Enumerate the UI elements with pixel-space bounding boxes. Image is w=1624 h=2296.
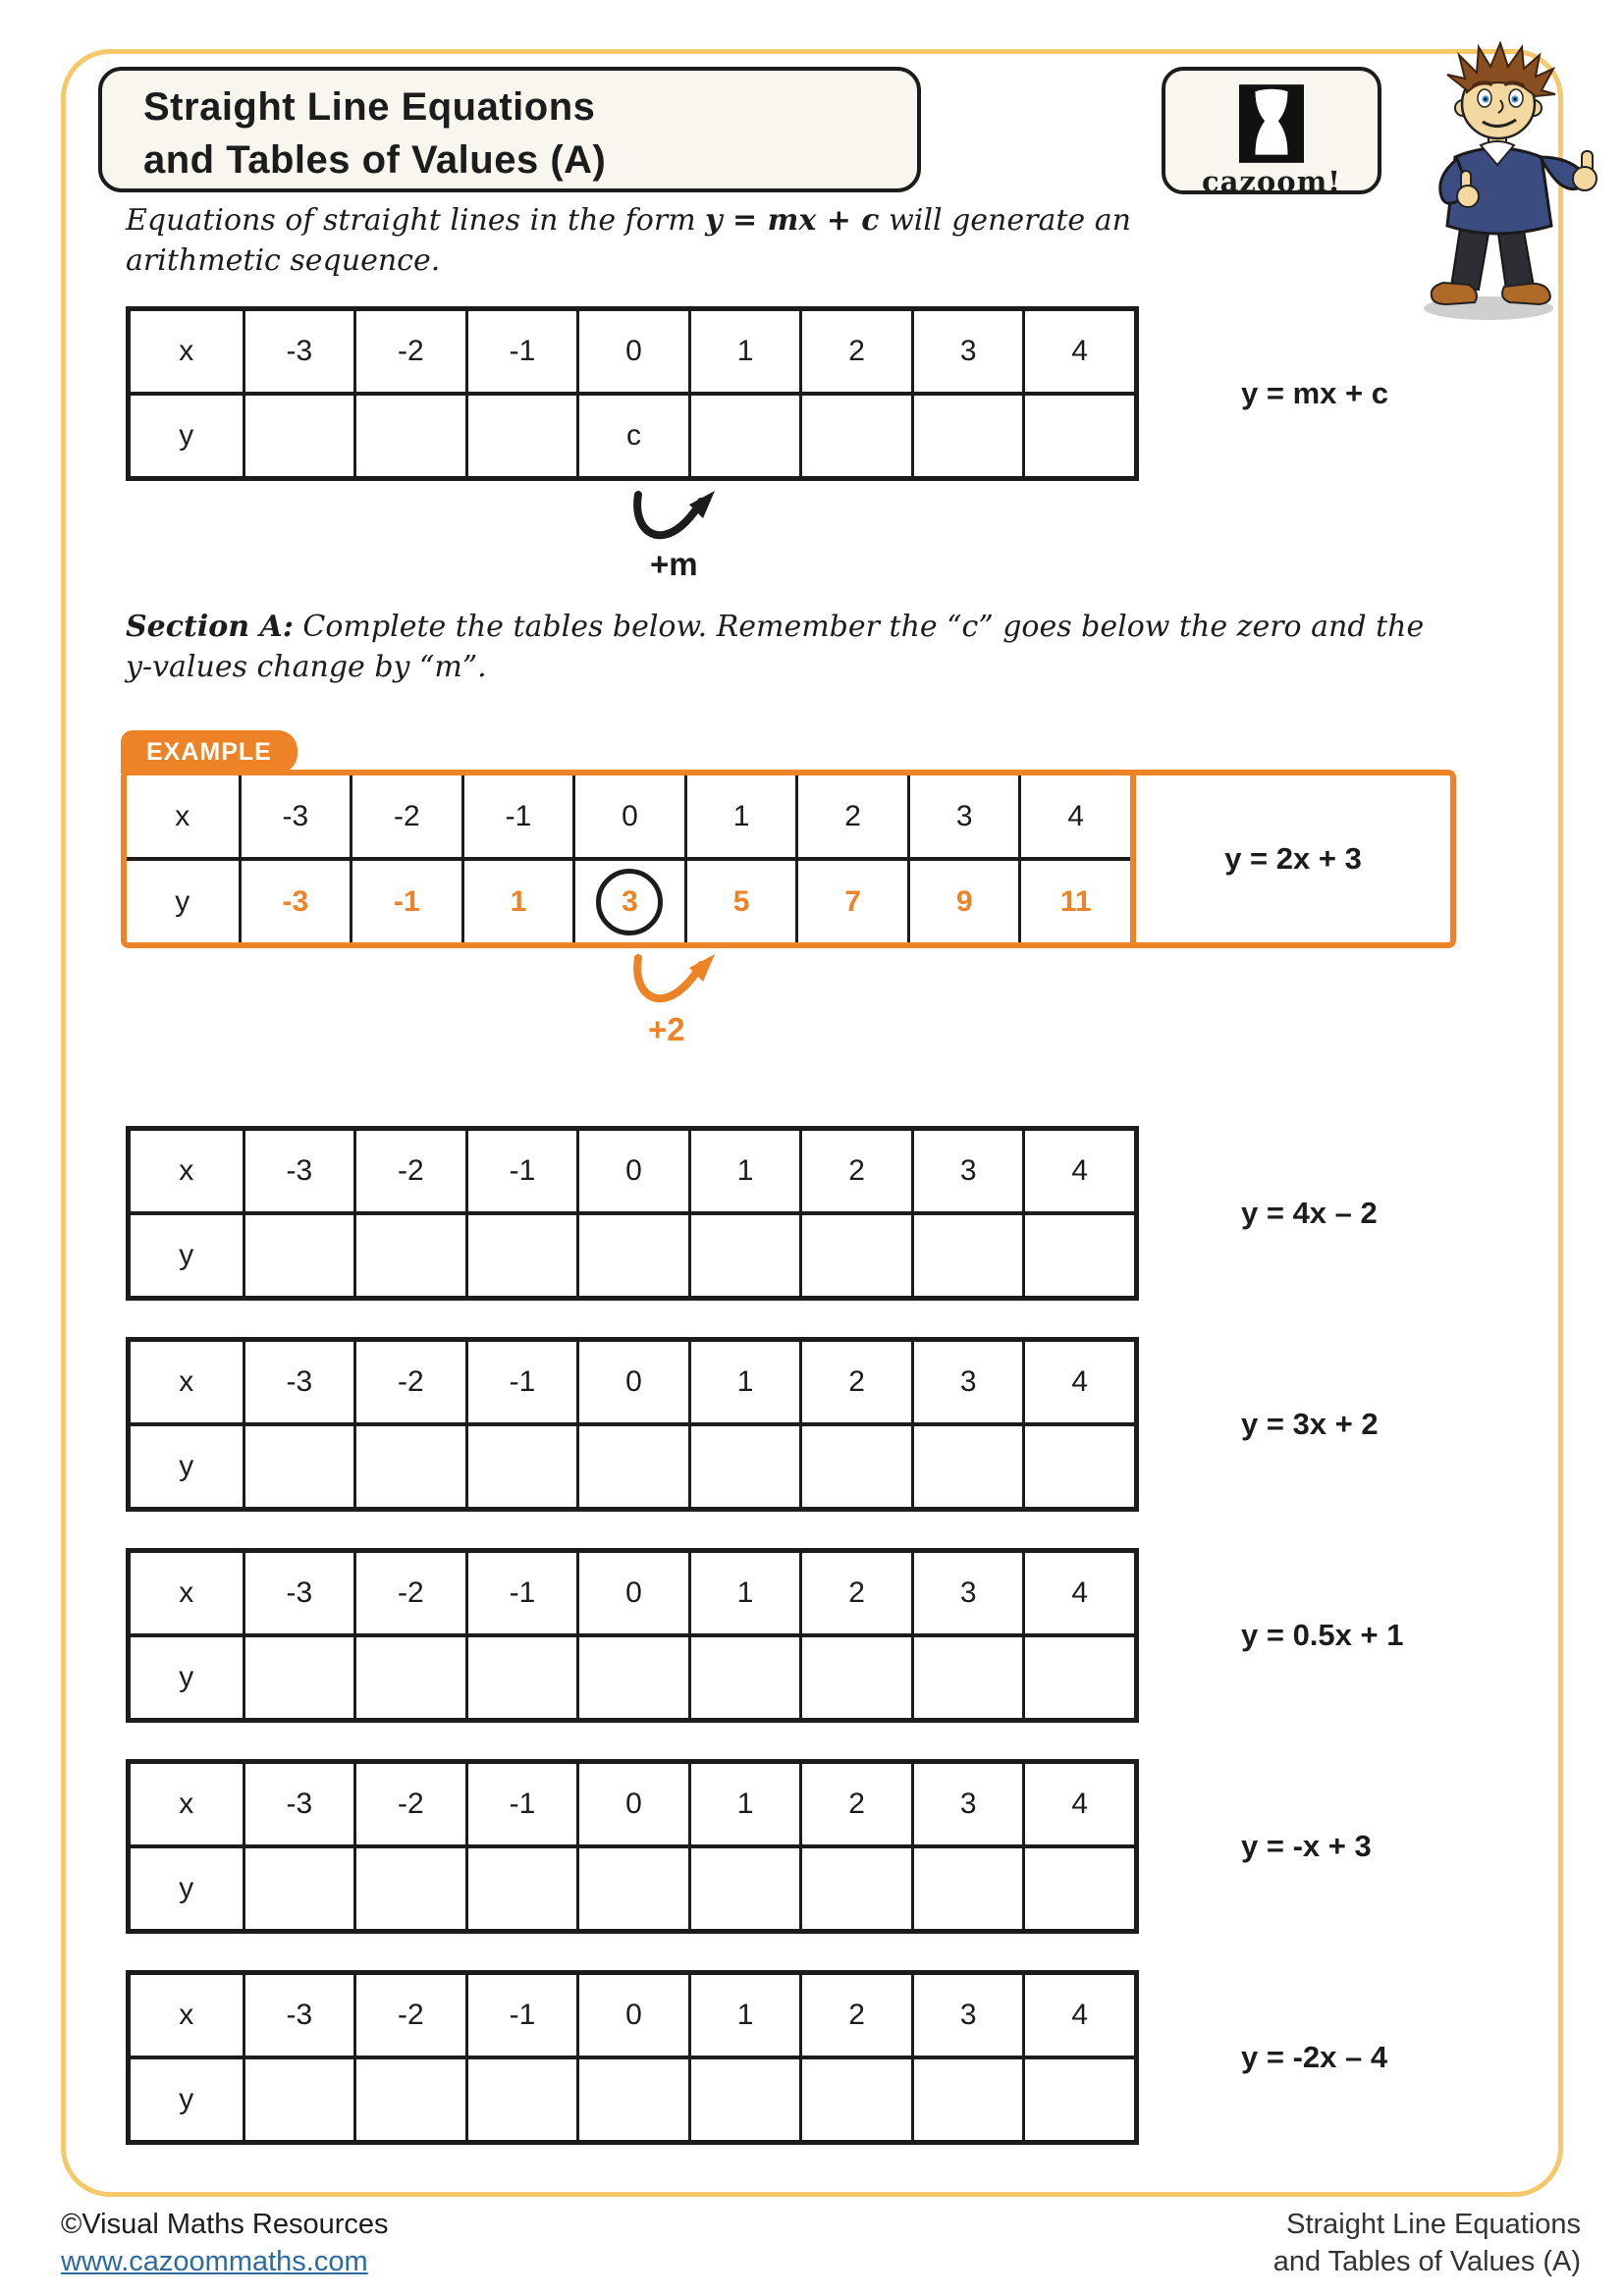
y-blank-cell [243, 1426, 354, 1507]
x-value-cell: 2 [799, 1764, 911, 1844]
y-blank-cell [243, 2059, 354, 2140]
x-value-cell: -3 [243, 1975, 354, 2056]
x-value-cell: 2 [799, 1131, 911, 1211]
y-blank-cell [911, 396, 1023, 476]
x-row-label: x [179, 335, 194, 367]
x-value-cell: 4 [1022, 1764, 1134, 1844]
x-row-label: x [179, 1365, 194, 1398]
x-row [131, 1975, 1134, 2056]
x-value-cell: 1 [684, 775, 796, 857]
y-blank-cell [1022, 1215, 1134, 1296]
footer-doc-line2: and Tables of Values (A) [1272, 2246, 1581, 2277]
value-table [126, 1970, 1139, 2145]
y-blank-cell [911, 1426, 1023, 1507]
x-row [131, 1342, 1134, 1422]
y-blank-cell [688, 1426, 800, 1507]
cazoom-logo [1162, 67, 1381, 198]
y-blank-cell [911, 2059, 1023, 2140]
x-value-cell: 3 [911, 1975, 1023, 2056]
x-value-cell: -2 [353, 1764, 465, 1844]
y-blank-cell [576, 2059, 688, 2140]
y-blank-cell [243, 1637, 354, 1718]
x-value-cell: -1 [465, 1975, 577, 2056]
plus-m-label: +m [650, 546, 698, 582]
x-value-cell: -2 [353, 1342, 465, 1422]
y-blank-cell [911, 1637, 1023, 1718]
y-blank-cell [465, 1426, 577, 1507]
y-row-label: y [179, 1239, 194, 1271]
footer-left [61, 2206, 389, 2280]
y-value-cell-circled [572, 861, 684, 942]
x-value-cell: -1 [465, 1342, 577, 1422]
y-row-label: y [179, 419, 194, 452]
y-blank-cell [465, 396, 577, 476]
question-table-4 [126, 1759, 1372, 1934]
x-value-cell: 3 [911, 1764, 1023, 1844]
example-badge: EXAMPLE [121, 730, 298, 774]
x-value-cell: 3 [911, 1553, 1023, 1633]
y-row-label: y [179, 1450, 194, 1482]
x-value-cell: 1 [688, 1131, 800, 1211]
equation-label: y = 3x + 2 [1241, 1407, 1379, 1441]
example-equation: y = 2x + 3 [1224, 841, 1362, 876]
y-row [131, 1633, 1134, 1718]
section-a-heading [126, 607, 1432, 687]
y-value-cell: 11 [1018, 861, 1130, 942]
website-link[interactable]: www.cazoommaths.com [61, 2246, 368, 2277]
y-value-cell: 5 [684, 861, 796, 942]
example-equation-panel [1130, 775, 1450, 942]
cazoom-vase-icon [1239, 84, 1304, 163]
section-a-label: Section A: [126, 610, 294, 644]
example-block [121, 770, 1456, 948]
x-value-cell: -3 [243, 1553, 354, 1633]
y-value-cell: -3 [239, 861, 351, 942]
y-value-cell: 1 [461, 861, 573, 942]
y-row-label: y [175, 884, 190, 918]
y-row-label: y [179, 1661, 194, 1693]
equation-label: y = -x + 3 [1241, 1829, 1372, 1863]
y-blank-cell [799, 2059, 911, 2140]
x-value-cell: 0 [576, 1131, 688, 1211]
y-blank-cell [1022, 396, 1134, 476]
x-value-cell: 3 [907, 775, 1019, 857]
y-row [131, 1211, 1134, 1296]
x-value-cell: 0 [572, 775, 684, 857]
x-row [131, 1764, 1134, 1844]
y-value-cell: -1 [350, 861, 461, 942]
x-value-cell: 1 [688, 1553, 800, 1633]
x-value-cell: 2 [799, 1342, 911, 1422]
x-value-cell: 2 [799, 311, 911, 392]
equation-label: y = 0.5x + 1 [1241, 1618, 1404, 1652]
intro-text-post: will generate an [879, 203, 1131, 238]
intro-table-block [126, 306, 1388, 481]
intro-text-line2: arithmetic sequence. [126, 243, 441, 278]
y-blank-cell [353, 1215, 465, 1296]
x-value-cell: 3 [911, 1342, 1023, 1422]
x-row-label: x [179, 1154, 194, 1187]
question-table-1 [126, 1126, 1378, 1301]
x-row [127, 775, 1130, 857]
question-table-5 [126, 1970, 1387, 2145]
x-value-cell: -1 [465, 311, 577, 392]
footer-doc-title [1273, 2206, 1581, 2280]
y-blank-cell [243, 396, 354, 476]
x-value-cell: 2 [799, 1975, 911, 2056]
y-blank-cell [243, 1215, 354, 1296]
footer-doc-line1: Straight Line Equations [1286, 2209, 1581, 2240]
x-value-cell: 4 [1022, 1975, 1134, 2056]
x-value-cell: 0 [576, 1764, 688, 1844]
x-row-label: x [179, 1576, 194, 1609]
x-value-cell: -2 [353, 1553, 465, 1633]
equation-label: y = 4x – 2 [1241, 1196, 1378, 1230]
x-row [131, 311, 1134, 392]
y-blank-cell [688, 2059, 800, 2140]
y-blank-cell [353, 396, 465, 476]
x-value-cell: 3 [911, 1131, 1023, 1211]
value-table [126, 1126, 1139, 1301]
y-blank-cell [465, 2059, 577, 2140]
x-value-cell: -2 [353, 1975, 465, 2056]
y-row [131, 1844, 1134, 1929]
x-value-cell: -1 [465, 1553, 577, 1633]
page-title-line2: and Tables of Values (A) [143, 138, 607, 182]
question-table-2 [126, 1337, 1379, 1512]
x-value-cell: -3 [239, 775, 351, 857]
y-value-cell: 7 [795, 861, 907, 942]
equation-label: y = -2x – 4 [1241, 2040, 1388, 2074]
y-row [127, 857, 1130, 942]
y-blank-cell [1022, 1426, 1134, 1507]
intro-text-pre: Equations of straight lines in the form [126, 203, 706, 238]
y-blank-cell [688, 1215, 800, 1296]
y-blank-cell [911, 1215, 1023, 1296]
x-row [131, 1131, 1134, 1211]
y-blank-cell [576, 1426, 688, 1507]
y-blank-cell [243, 1848, 354, 1929]
y-blank-cell [799, 1215, 911, 1296]
y-row-label: y [179, 1872, 194, 1904]
y-blank-cell [688, 1637, 800, 1718]
x-value-cell: 0 [576, 1975, 688, 2056]
y-blank-cell [799, 1848, 911, 1929]
x-row-label: x [175, 799, 190, 832]
question-table-3 [126, 1548, 1403, 1723]
x-row-label: x [179, 1788, 194, 1820]
plus-2-label: +2 [648, 1011, 685, 1047]
value-table [126, 1337, 1139, 1512]
y-blank-cell [1022, 2059, 1134, 2140]
example-table [127, 775, 1130, 942]
y-blank-cell [353, 1426, 465, 1507]
y-blank-cell [576, 1848, 688, 1929]
value-table [126, 1548, 1139, 1723]
x-value-cell: 1 [688, 311, 800, 392]
y-blank-cell [799, 396, 911, 476]
x-value-cell: 3 [911, 311, 1023, 392]
value-table [126, 1759, 1139, 1934]
y-blank-cell [799, 1426, 911, 1507]
intro-text [126, 200, 1353, 281]
y-blank-cell [465, 1848, 577, 1929]
x-value-cell: 0 [576, 311, 688, 392]
y-row [131, 392, 1134, 476]
cazoom-logo-text: cazoom! [1201, 165, 1342, 198]
x-value-cell: -3 [243, 1764, 354, 1844]
x-value-cell: -2 [350, 775, 461, 857]
x-value-cell: -3 [243, 311, 354, 392]
x-value-cell: -1 [461, 775, 573, 857]
x-value-cell: 1 [688, 1764, 800, 1844]
y-blank-cell [353, 1637, 465, 1718]
x-row [131, 1553, 1134, 1633]
y-blank-cell [688, 396, 800, 476]
y-blank-cell [576, 1215, 688, 1296]
x-value-cell: -3 [243, 1342, 354, 1422]
y-blank-cell [465, 1215, 577, 1296]
x-value-cell: 1 [688, 1975, 800, 2056]
equation-label-mxc: y = mx + c [1241, 376, 1388, 410]
x-value-cell: 4 [1022, 1342, 1134, 1422]
section-a-text: Complete the tables below. Remember the “c” goes below the zero and the [293, 610, 1425, 644]
y-blank-cell [688, 1848, 800, 1929]
y-c-cell: c [576, 396, 688, 476]
x-value-cell: -1 [465, 1764, 577, 1844]
circle-annotation: 3 [596, 869, 663, 935]
y-row-label: y [179, 2083, 194, 2115]
intro-formula: y = mx + c [705, 203, 880, 238]
y-row [131, 1422, 1134, 1507]
page-title-line1: Straight Line Equations [143, 85, 596, 129]
title-box [98, 67, 921, 192]
y-blank-cell [353, 2059, 465, 2140]
x-value-cell: 4 [1022, 1553, 1134, 1633]
y-blank-cell [911, 1848, 1023, 1929]
mascot-illustration [1373, 41, 1618, 326]
y-blank-cell [465, 1637, 577, 1718]
y-value-cell: 9 [907, 861, 1019, 942]
x-value-cell: 2 [795, 775, 907, 857]
x-value-cell: 1 [688, 1342, 800, 1422]
section-a-text-line2: y-values change by “m”. [126, 650, 487, 684]
x-value-cell: -1 [465, 1131, 577, 1211]
intro-table [126, 306, 1139, 481]
x-value-cell: -3 [243, 1131, 354, 1211]
y-blank-cell [353, 1848, 465, 1929]
x-row-label: x [179, 1999, 194, 2031]
y-blank-cell [1022, 1848, 1134, 1929]
x-value-cell: 4 [1022, 1131, 1134, 1211]
x-value-cell: 0 [576, 1553, 688, 1633]
y-blank-cell [1022, 1637, 1134, 1718]
x-value-cell: 0 [576, 1342, 688, 1422]
x-value-cell: 4 [1018, 775, 1130, 857]
y-row [131, 2056, 1134, 2140]
x-value-cell: -2 [353, 1131, 465, 1211]
x-value-cell: -2 [353, 311, 465, 392]
x-value-cell: 4 [1022, 311, 1134, 392]
x-value-cell: 2 [799, 1553, 911, 1633]
y-blank-cell [576, 1637, 688, 1718]
y-blank-cell [799, 1637, 911, 1718]
copyright-text: ©Visual Maths Resources [61, 2209, 389, 2240]
